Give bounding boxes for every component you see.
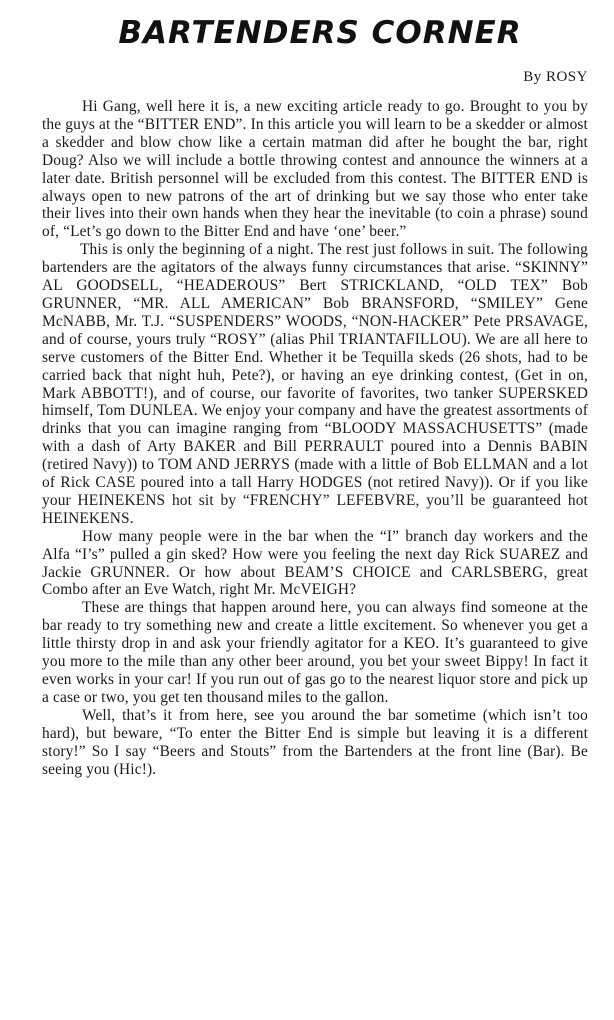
article-paragraph: Hi Gang, well here it is, a new exciting article ready to go. Brought to you by the guys at the “BITTER END”. In this article you will learn to be a skedder or almost a skedder and blow chow like a certain matman did after he bought the bar, right Doug? Also we will include a bottle throwing contest and announce the winners at a later date. British personnel will be excluded from this contest. The BITTER END is always open to new patrons of the art of drinking but we say those who enter take their lives into their own hands when they hear the inevitable (to coin a phrase) sound of, “Let’s go down to the Bitter End and have ‘one’ beer.” — [42, 98, 588, 241]
article-paragraph: These are things that happen around here, you can always find someone at the bar ready to try something new and create a little excitement. So whenever you get a little thirsty drop in and ask your friendly agitator for a KEO. It’s guaranteed to give you more to the mile than any other beer around, you bet your sweet Bippy! In fact it even works in your car! If you run out of gas go to the nearest liquor store and pick up a case or two, you get ten thousand miles to the gallon. — [42, 599, 588, 706]
article-paragraph: This is only the beginning of a night. The rest just follows in suit. The following bartenders are the agitators of the always funny circumstances that arise. “SKINNY” AL GOODSELL, “HEADEROUS” Bert STRICKLAND, “OLD TEX” Bob GRUNNER, “MR. ALL AMERICAN” Bob BRANSFORD, “SMILEY” Gene McNABB, Mr. T.J. “SUSPENDERS” WOODS, “NON-HACKER” Pete PRSAVAGE, and of course, yours truly “ROSY” (alias Phil TRIANTAFILLOU). We are all here to serve customers of the Bitter End. Whether it be Tequilla skeds (26 shots, had to be carried back that night huh, Pete?), or having an eye drinking contest, (Get in on, Mark ABBOTT!), and of course, our favorite of favorites, two tanker SUPERSKED himself, Tom DUNLEA. We enjoy your company and have the greatest assortments of drinks that you can imagine ranging from “BLOODY MASSACHUSETTS” (made with a dash of Arty BAKER and Bill PERRAULT poured into a Dennis BABIN (retired Navy)) to TOM AND JERRYS (made with a little of Bob ELLMAN and a lot of Rick CASE poured into a tall Harry HODGES (not retired Navy)). Or if you like your HEINEKENS hot sit by “FRENCHY” LEFEBVRE, you’ll be guaranteed hot HEINEKENS. — [42, 241, 588, 527]
article-body — [42, 98, 588, 778]
article-paragraph: Well, that’s it from here, see you around the bar sometime (which isn’t too hard), but beware, “To enter the Bitter End is simple but leaving it is a different story!” So I say “Beers and Stouts” from the Bartenders at the front line (Bar). Be seeing you (Hic!). — [42, 706, 588, 778]
article-title: BARTENDERS CORNER — [118, 15, 522, 51]
author-byline: By ROSY — [523, 69, 588, 85]
article-paragraph: How many people were in the bar when the “I” branch day workers and the Alfa “I’s” pulled a gin sked? How were you feeling the next day Rick SUAREZ and Jackie GRUNNER. Or how about BEAM’S CHOICE and CARLSBERG, great Combo after an Eve Watch, right Mr. McVEIGH? — [42, 527, 588, 599]
